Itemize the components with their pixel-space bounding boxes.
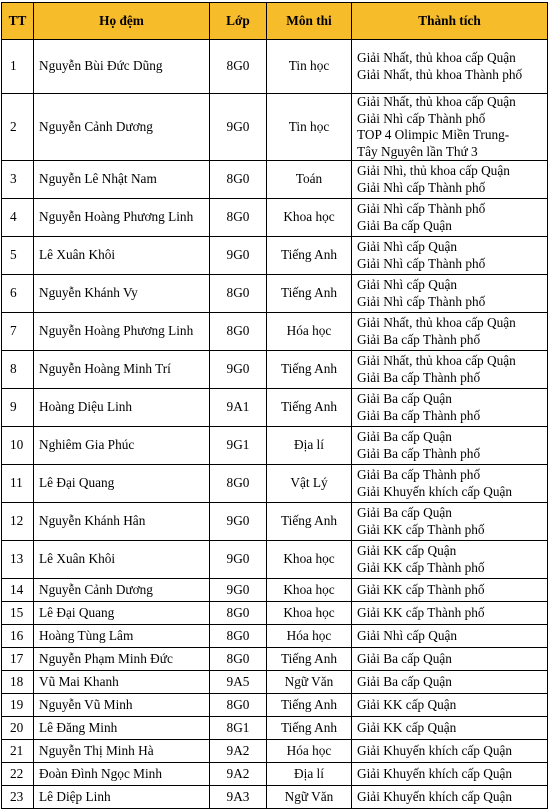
class-cell: 9G0	[210, 351, 267, 389]
row-number: 22	[2, 763, 34, 786]
achievement-line: Giải KK cấp Quận	[357, 543, 457, 558]
class-cell: 8G0	[210, 161, 267, 199]
subject-cell: Khoa học	[267, 579, 352, 602]
achievement-line: Giải Ba cấp Thành phố	[357, 407, 481, 423]
subject-cell: Tiếng Anh	[267, 351, 352, 389]
student-name: Nguyễn Hoàng Minh Trí	[34, 351, 210, 389]
achievement-line: Giải Ba cấp Thành phố	[357, 331, 481, 347]
achievement-line: Giải Ba cấp Thành phố	[357, 467, 481, 482]
achievement-line: Giải Nhì cấp Thành phố	[357, 201, 486, 216]
subject-cell: Ngữ Văn	[267, 671, 352, 694]
student-name: Lê Đại Quang	[34, 465, 210, 503]
table-row	[2, 602, 548, 625]
table-row	[2, 161, 548, 199]
table-row	[2, 717, 548, 740]
row-number: 3	[2, 161, 34, 199]
class-cell: 8G0	[210, 625, 267, 648]
student-name: Lê Đăng Minh	[34, 717, 210, 740]
table-row	[2, 94, 548, 161]
achievement-cell	[352, 579, 548, 602]
achievement-line: Giải KK cấp Thành phố	[357, 581, 485, 597]
table-row	[2, 740, 548, 763]
row-number: 17	[2, 648, 34, 671]
row-number: 23	[2, 786, 34, 809]
subject-cell: Hóa học	[267, 740, 352, 763]
achievement-line: Giải Nhất, thủ khoa cấp Quận	[357, 50, 516, 65]
row-number: 6	[2, 275, 34, 313]
achievement-line: Giải Ba cấp Quận	[357, 217, 452, 233]
achievement-cell	[352, 503, 548, 541]
class-cell: 8G0	[210, 40, 267, 94]
achievement-line: Giải KK cấp Quận	[357, 719, 457, 735]
row-number: 2	[2, 94, 34, 161]
header-achievement: Thành tích	[352, 3, 548, 40]
subject-cell: Vật Lý	[267, 465, 352, 503]
achievement-cell	[352, 602, 548, 625]
row-number: 13	[2, 541, 34, 579]
achievement-cell	[352, 740, 548, 763]
subject-cell: Tiếng Anh	[267, 717, 352, 740]
table-row	[2, 763, 548, 786]
achievement-cell	[352, 465, 548, 503]
subject-cell: Hóa học	[267, 625, 352, 648]
achievement-line: Giải KK cấp Thành phố	[357, 559, 485, 575]
row-number: 8	[2, 351, 34, 389]
student-name: Lê Xuân Khôi	[34, 237, 210, 275]
student-name: Nguyễn Vũ Minh	[34, 694, 210, 717]
row-number: 15	[2, 602, 34, 625]
row-number: 20	[2, 717, 34, 740]
achievement-line: Giải Nhất, thủ khoa cấp Quận	[357, 94, 516, 109]
row-number: 7	[2, 313, 34, 351]
class-cell: 9G1	[210, 427, 267, 465]
student-name: Đoàn Đình Ngọc Minh	[34, 763, 210, 786]
class-cell: 8G0	[210, 602, 267, 625]
achievement-line: Giải Ba cấp Quận	[357, 673, 452, 689]
table-row	[2, 648, 548, 671]
achievement-line: Giải KK cấp Quận	[357, 696, 457, 712]
achievement-cell	[352, 427, 548, 465]
table-body	[2, 40, 548, 809]
table-row	[2, 671, 548, 694]
class-cell: 9G0	[210, 237, 267, 275]
table-row	[2, 275, 548, 313]
achievement-line: Giải Nhì cấp Thành phố	[357, 110, 486, 126]
subject-cell: Khoa học	[267, 199, 352, 237]
table-row	[2, 503, 548, 541]
achievement-line: Tây Nguyên lần Thứ 3	[357, 143, 478, 159]
achievement-cell	[352, 671, 548, 694]
row-number: 5	[2, 237, 34, 275]
student-name: Nguyễn Thị Minh Hà	[34, 740, 210, 763]
class-cell: 8G0	[210, 648, 267, 671]
subject-cell: Địa lí	[267, 763, 352, 786]
class-cell: 9A5	[210, 671, 267, 694]
achievement-cell	[352, 237, 548, 275]
table-row	[2, 541, 548, 579]
row-number: 10	[2, 427, 34, 465]
subject-cell: Tiếng Anh	[267, 503, 352, 541]
achievement-cell	[352, 786, 548, 809]
class-cell: 9A3	[210, 786, 267, 809]
achievement-line: Giải Khuyến khích cấp Quận	[357, 483, 513, 499]
student-name: Nguyễn Bùi Đức Dũng	[34, 40, 210, 94]
awards-table	[1, 2, 548, 809]
student-name: Nguyễn Hoàng Phương Linh	[34, 313, 210, 351]
achievement-line: Giải Nhất, thủ khoa cấp Quận	[357, 353, 516, 368]
subject-cell: Tiếng Anh	[267, 648, 352, 671]
class-cell: 8G0	[210, 465, 267, 503]
achievement-line: Giải Nhì cấp Thành phố	[357, 255, 486, 271]
row-number: 12	[2, 503, 34, 541]
table-row	[2, 465, 548, 503]
student-name: Nguyễn Hoàng Phương Linh	[34, 199, 210, 237]
achievement-cell	[352, 199, 548, 237]
subject-cell: Khoa học	[267, 602, 352, 625]
achievement-line: TOP 4 Olimpic Miền Trung-	[357, 127, 510, 142]
achievement-cell	[352, 161, 548, 199]
table-row	[2, 199, 548, 237]
table-row	[2, 579, 548, 602]
subject-cell: Ngữ Văn	[267, 786, 352, 809]
subject-cell: Tiếng Anh	[267, 389, 352, 427]
header-name: Họ đệm	[34, 3, 210, 40]
subject-cell: Tiếng Anh	[267, 275, 352, 313]
student-name: Lê Đại Quang	[34, 602, 210, 625]
achievement-line: Giải Ba cấp Thành phố	[357, 369, 481, 385]
header-subject: Môn thi	[267, 3, 352, 40]
table-header	[2, 3, 548, 40]
achievement-line: Giải Nhất, thủ khoa cấp Quận	[357, 315, 516, 330]
achievement-cell	[352, 763, 548, 786]
subject-cell: Khoa học	[267, 541, 352, 579]
class-cell: 9G0	[210, 579, 267, 602]
student-name: Nguyễn Cảnh Dương	[34, 579, 210, 602]
class-cell: 9G0	[210, 94, 267, 161]
student-name: Nguyễn Lê Nhật Nam	[34, 161, 210, 199]
achievement-line: Giải Nhất, thủ khoa Thành phố	[357, 66, 523, 82]
row-number: 9	[2, 389, 34, 427]
table-row	[2, 694, 548, 717]
class-cell: 8G0	[210, 313, 267, 351]
table-row	[2, 40, 548, 94]
achievement-line: Giải Nhì cấp Quận	[357, 239, 458, 254]
row-number: 14	[2, 579, 34, 602]
row-number: 11	[2, 465, 34, 503]
achievement-cell	[352, 313, 548, 351]
class-cell: 9G0	[210, 503, 267, 541]
subject-cell: Tin học	[267, 94, 352, 161]
subject-cell: Địa lí	[267, 427, 352, 465]
achievement-line: Giải Nhì cấp Quận	[357, 627, 458, 643]
student-name: Nguyễn Phạm Minh Đức	[34, 648, 210, 671]
achievement-line: Giải KK cấp Thành phố	[357, 604, 485, 620]
achievement-cell	[352, 625, 548, 648]
class-cell: 9A2	[210, 763, 267, 786]
student-name: Nguyễn Khánh Hân	[34, 503, 210, 541]
achievement-cell	[352, 351, 548, 389]
table-row	[2, 351, 548, 389]
student-name: Nguyễn Khánh Vy	[34, 275, 210, 313]
achievement-cell	[352, 694, 548, 717]
header-tt: TT	[2, 3, 34, 40]
class-cell: 8G0	[210, 694, 267, 717]
class-cell: 9G0	[210, 541, 267, 579]
achievement-line: Giải Nhì cấp Thành phố	[357, 179, 486, 195]
student-name: Vũ Mai Khanh	[34, 671, 210, 694]
achievement-cell	[352, 648, 548, 671]
table-row	[2, 237, 548, 275]
class-cell: 9A2	[210, 740, 267, 763]
achievement-line: Giải Ba cấp Thành phố	[357, 445, 481, 461]
table-row	[2, 625, 548, 648]
achievement-line: Giải Nhì, thủ khoa cấp Quận	[357, 163, 510, 178]
row-number: 21	[2, 740, 34, 763]
achievement-cell	[352, 40, 548, 94]
achievement-line: Giải Ba cấp Quận	[357, 391, 452, 406]
achievement-line: Giải Khuyến khích cấp Quận	[357, 765, 513, 781]
row-number: 16	[2, 625, 34, 648]
header-row	[2, 3, 548, 40]
class-cell: 9A1	[210, 389, 267, 427]
achievement-cell	[352, 541, 548, 579]
row-number: 18	[2, 671, 34, 694]
class-cell: 8G1	[210, 717, 267, 740]
class-cell: 8G0	[210, 275, 267, 313]
achievement-line: Giải Ba cấp Quận	[357, 429, 452, 444]
subject-cell: Tiếng Anh	[267, 694, 352, 717]
table-row	[2, 389, 548, 427]
achievement-line: Giải Khuyến khích cấp Quận	[357, 742, 513, 758]
student-name: Lê Diệp Linh	[34, 786, 210, 809]
subject-cell: Tin học	[267, 40, 352, 94]
student-name: Nguyễn Cảnh Dương	[34, 94, 210, 161]
achievement-cell	[352, 94, 548, 161]
achievement-line: Giải Khuyến khích cấp Quận	[357, 788, 513, 804]
table-row	[2, 786, 548, 809]
student-name: Nghiêm Gia Phúc	[34, 427, 210, 465]
achievement-cell	[352, 389, 548, 427]
subject-cell: Tiếng Anh	[267, 237, 352, 275]
achievement-cell	[352, 717, 548, 740]
student-name: Hoàng Tùng Lâm	[34, 625, 210, 648]
achievement-line: Giải Nhì cấp Thành phố	[357, 293, 486, 309]
subject-cell: Toán	[267, 161, 352, 199]
row-number: 19	[2, 694, 34, 717]
achievement-line: Giải Ba cấp Quận	[357, 505, 452, 520]
row-number: 4	[2, 199, 34, 237]
subject-cell: Hóa học	[267, 313, 352, 351]
class-cell: 8G0	[210, 199, 267, 237]
achievement-line: Giải Ba cấp Quận	[357, 650, 452, 666]
table-row	[2, 427, 548, 465]
achievement-line: Giải Nhì cấp Quận	[357, 277, 458, 292]
achievement-line: Giải KK cấp Thành phố	[357, 521, 485, 537]
achievement-cell	[352, 275, 548, 313]
table-row	[2, 313, 548, 351]
student-name: Hoàng Diệu Linh	[34, 389, 210, 427]
student-name: Lê Xuân Khôi	[34, 541, 210, 579]
row-number: 1	[2, 40, 34, 94]
header-class: Lớp	[210, 3, 267, 40]
